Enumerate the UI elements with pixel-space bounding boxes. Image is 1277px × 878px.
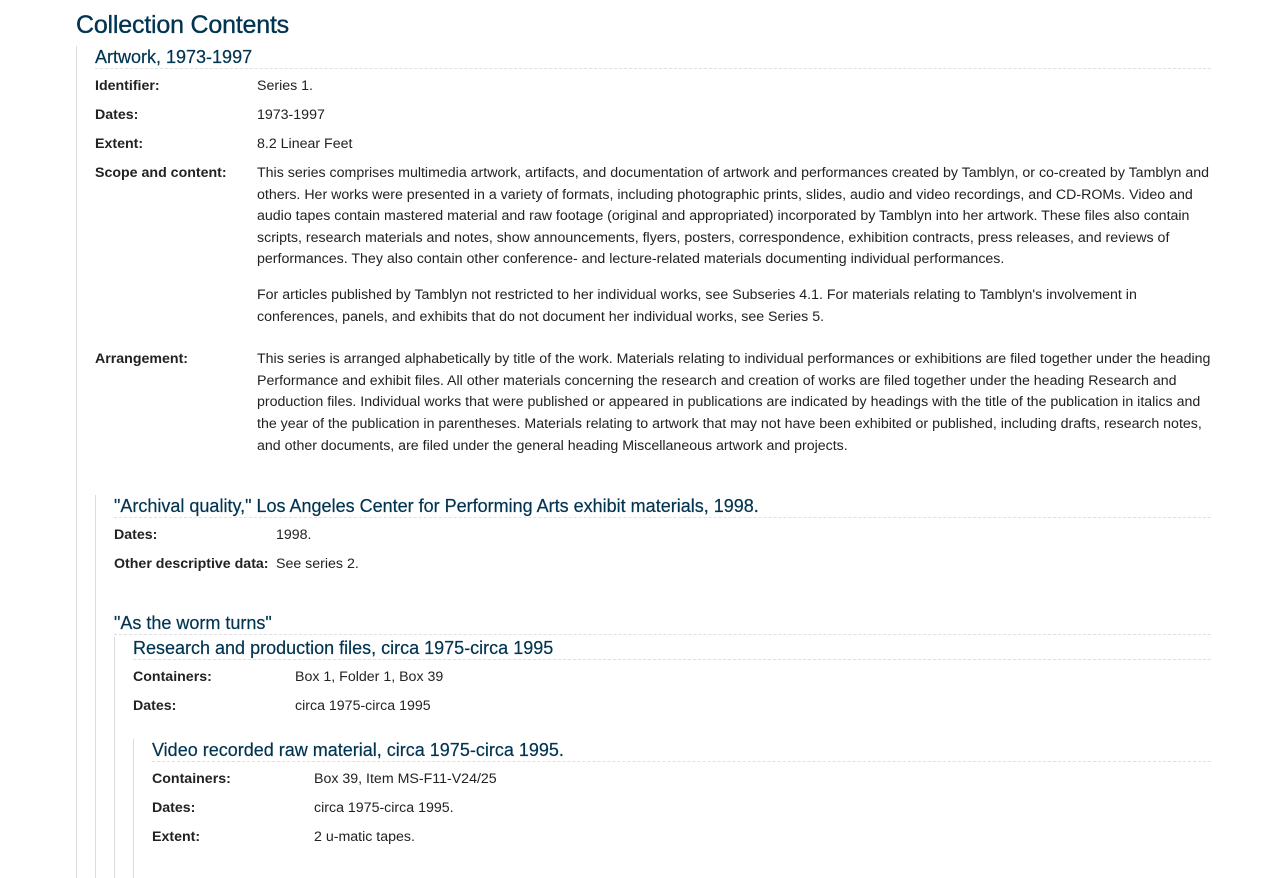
video-extent-label: Extent:: [152, 829, 201, 846]
identifier-row: [95, 76, 1211, 98]
arrangement-row: [95, 349, 1211, 457]
research-dates-label: Dates:: [133, 697, 177, 714]
research-fields: [133, 667, 1211, 718]
archival-other-value: See series 2.: [276, 556, 359, 573]
page-title: Collection Contents: [76, 11, 289, 39]
dates-row: [95, 105, 1211, 127]
video-containers-label: Containers:: [152, 771, 231, 788]
archival-heading[interactable]: "Archival quality," Los Angeles Center for Performing Arts exhibit materials, 1998.: [114, 495, 1211, 518]
scope-paragraph-1: This series comprises multimedia artwork, artifacts, and documentation of artwork and performances created by Tamblyn, or co-created by Tamblyn and others. Her works were presented in a variety of formats, including photographic prints, slides, audio and video recordings, and CD-ROMs. Video and audio tapes contain mastered material and raw footage (original and appropriated) incorporated by Tamblyn into her artwork. These files also contain scripts, research materials and notes, show announcements, flyers, posters, correspondence, exhibition contracts, press releases, and reviews of performances. They also contain other conference- and lecture-related materials documenting individual performances.: [257, 164, 1210, 268]
video-heading[interactable]: Video recorded raw material, circa 1975-circa 1995.: [152, 739, 1211, 762]
extent-row: [95, 134, 1211, 156]
series-heading[interactable]: Artwork, 1973-1997: [95, 46, 1211, 69]
component-archival-quality: [95, 495, 1211, 878]
video-dates-value: circa 1975-circa 1995.: [314, 800, 454, 817]
video-extent-value: 2 u-matic tapes.: [314, 829, 415, 846]
identifier-label: Identifier:: [95, 78, 160, 94]
arrangement-value: This series is arranged alphabetically by title of the work. Materials relating to individual performances or exhibitions are filed together under the heading Performance and exhibit files. All other materials concerning the research and creation of works are filed together under the heading Research and production files. Individual works that were published or appeared in publications are indicated by headings with the title of the publication in italics and the year of the publication in parentheses. Materials relating to artwork that may not have been exhibited or published, including drafts, research notes, and other documents, are filed under the general heading Miscellaneous artwork and projects.: [257, 351, 1211, 454]
scope-paragraph-2: For articles published by Tamblyn not restricted to her individual works, see Subseries 4.1. For materials relating to Tamblyn's involvement in conferences, panels, and exhibits that do not document her individual works, see Series 5.: [257, 287, 1137, 325]
research-containers-value: Box 1, Folder 1, Box 39: [295, 668, 444, 685]
extent-value: 8.2 Linear Feet: [257, 135, 353, 152]
spacer: [152, 856, 1211, 878]
scope-row: [95, 163, 1211, 328]
research-dates-value: circa 1975-circa 1995: [295, 697, 431, 714]
archival-dates-row: [114, 525, 1211, 547]
archival-other-label: Other descriptive data:: [114, 556, 269, 573]
video-dates-row: [152, 798, 1211, 820]
dates-value: 1973-1997: [257, 106, 325, 123]
video-dates-label: Dates:: [152, 800, 196, 817]
component-research-production: [114, 637, 1211, 878]
video-containers-row: [152, 769, 1211, 791]
arrangement-label: Arrangement:: [95, 351, 189, 368]
archival-other-row: [114, 554, 1211, 576]
video-fields: [152, 769, 1211, 849]
series-fields: [95, 76, 1211, 457]
research-dates-row: [133, 696, 1211, 718]
research-containers-label: Containers:: [133, 668, 212, 685]
worm-heading[interactable]: "As the worm turns": [114, 612, 1211, 635]
extent-label: Extent:: [95, 135, 144, 152]
component-video-raw-material: [133, 739, 1211, 878]
component-as-the-worm-turns: [95, 612, 1211, 878]
research-containers-row: [133, 667, 1211, 689]
dates-label: Dates:: [95, 106, 139, 123]
identifier-value: Series 1.: [257, 78, 313, 94]
video-extent-row: [152, 827, 1211, 849]
series-artwork: [76, 46, 1211, 878]
archival-dates-value: 1998.: [276, 527, 312, 544]
research-heading[interactable]: Research and production files, circa 1975-circa 1995: [133, 637, 1211, 660]
archival-fields: [114, 525, 1211, 576]
archival-dates-label: Dates:: [114, 527, 158, 544]
video-containers-value: Box 39, Item MS-F11-V24/25: [314, 771, 497, 788]
scope-value: [257, 163, 1211, 328]
scope-label: Scope and content:: [95, 164, 227, 181]
